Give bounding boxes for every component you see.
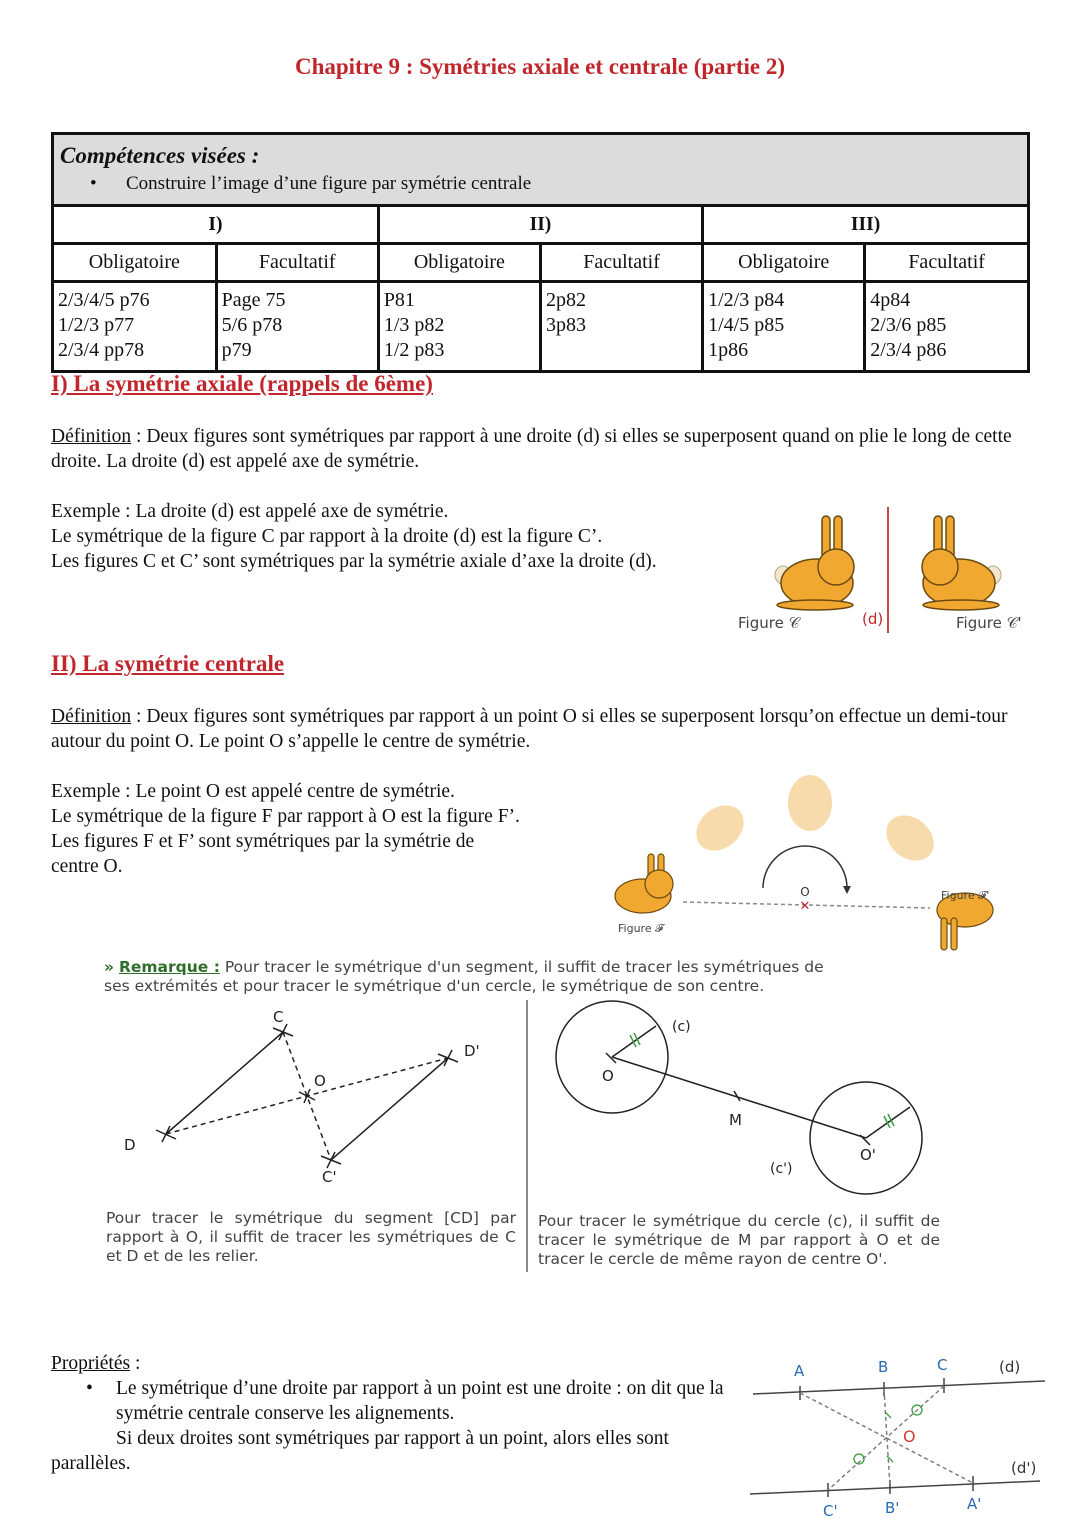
segment-symmetry-figure xyxy=(100,1000,525,1200)
svg-text:(d'): (d') xyxy=(1011,1459,1037,1477)
svg-text:A: A xyxy=(794,1362,805,1380)
type-header: Facultatif xyxy=(216,243,378,281)
competence-item: • Construire l’image d’une figure par symétrie centrale xyxy=(60,171,1021,197)
type-header: Facultatif xyxy=(540,243,702,281)
exercise-list: 2p82 3p83 xyxy=(540,281,702,370)
definition-axial: Définition : Deux figures sont symétriques par rapport à une droite (d) si elles se superposent quand on plie le long de cette droite. La droite (d) est appelé axe de symétrie. xyxy=(51,426,1012,472)
circle-symmetry-figure xyxy=(530,995,950,1195)
remarque: » Remarque : Pour tracer le symétrique d'un segment, il suffit de tracer les symétriques de ses extrémités et pour tracer le symétrique d'un cercle, le symétrique de son centre. xyxy=(104,958,824,995)
exercise-list: 4p84 2/3/6 p85 2/3/4 p86 xyxy=(865,281,1027,370)
example-axial: Exemple : La droite (d) est appelé axe de symétrie. Le symétrique de la figure C par rapport à la droite (d) est la figure C’. Les figures C et C’ sont symétriques par la symétrie axiale d’axe la droite (d). xyxy=(51,501,657,572)
proprietes-heading: Propriétés : xyxy=(51,1353,141,1374)
svg-text:B: B xyxy=(878,1358,889,1376)
propriete-line: Si deux droites sont symétriques par rapport à un point, alors elles sont xyxy=(116,1428,669,1449)
svg-text:(d): (d) xyxy=(999,1358,1021,1376)
bullet-icon: • xyxy=(90,173,97,194)
type-header: Obligatoire xyxy=(703,243,865,281)
central-symmetry-figure xyxy=(605,768,1015,953)
rabbit-icon xyxy=(615,854,673,913)
figure-c-label: Figure 𝒞 xyxy=(738,614,800,632)
rabbit-icon xyxy=(775,516,854,610)
part-header: I) xyxy=(54,207,378,243)
exercises-table xyxy=(54,207,1027,370)
svg-text:A': A' xyxy=(967,1495,982,1513)
svg-text:✕: ✕ xyxy=(799,899,811,914)
competences-header xyxy=(54,135,1027,207)
rabbit-mirrored-icon xyxy=(922,516,1001,610)
svg-text:C': C' xyxy=(823,1502,838,1520)
svg-text:C: C xyxy=(937,1356,948,1374)
svg-text:D: D xyxy=(124,1136,136,1154)
rotating-rabbit-icon xyxy=(687,775,943,870)
parallel-lines-figure xyxy=(745,1352,1055,1522)
svg-text:O: O xyxy=(800,885,810,899)
svg-text:O: O xyxy=(903,1427,916,1446)
propriete-line: parallèles. xyxy=(51,1453,131,1474)
example-central: Exemple : Le point O est appelé centre de symétrie. Le symétrique de la figure F par rapport à O est la figure F’. Les figures F et F’ sont symétriques par la symétrie de centre O. xyxy=(51,781,520,877)
propriete-item: Le symétrique d’une droite par rapport à un point est une droite : on dit que la symétrie centrale conserve les alignements. xyxy=(116,1378,724,1424)
competences-heading: Compétences visées : xyxy=(60,143,260,168)
figure-f-label: Figure 𝓕 xyxy=(618,922,664,935)
section-heading-axial: I) La symétrie axiale (rappels de 6ème) xyxy=(51,371,433,396)
axis-d-label: (d) xyxy=(862,610,884,628)
figure-f-prime-label: Figure 𝓕' xyxy=(941,889,990,902)
svg-text:C: C xyxy=(273,1008,284,1026)
svg-text:M: M xyxy=(729,1111,742,1129)
svg-text:O': O' xyxy=(860,1146,876,1164)
svg-text:O: O xyxy=(602,1067,614,1085)
section-heading-central: II) La symétrie centrale xyxy=(51,651,285,676)
svg-text:D': D' xyxy=(464,1042,480,1060)
definition-central: Définition : Deux figures sont symétriques par rapport à un point O si elles se superposent lorsqu’on effectue un demi-tour autour du point O. Le point O s’appelle le centre de symétrie. xyxy=(51,706,1008,752)
type-header: Obligatoire xyxy=(54,243,216,281)
segment-caption: Pour tracer le symétrique du segment [CD] par rapport à O, il suffit de tracer les symétriques de C et D et de les relier. xyxy=(106,1209,516,1265)
exercise-list: 1/2/3 p84 1/4/5 p85 1p86 xyxy=(703,281,865,370)
rotation-arrow-icon xyxy=(763,846,847,888)
exercise-list: P81 1/3 p82 1/2 p83 xyxy=(378,281,540,370)
page-title: Chapitre 9 : Symétries axiale et centrale (partie 2) xyxy=(294,54,786,79)
part-header: II) xyxy=(378,207,702,243)
svg-text:B': B' xyxy=(885,1499,900,1517)
svg-text:(c): (c) xyxy=(672,1019,691,1035)
svg-text:(c'): (c') xyxy=(770,1161,793,1177)
svg-text:C': C' xyxy=(322,1168,337,1186)
exercise-list: 2/3/4/5 p76 1/2/3 p77 2/3/4 pp78 xyxy=(54,281,216,370)
type-header: Facultatif xyxy=(865,243,1027,281)
exercise-list: Page 75 5/6 p78 p79 xyxy=(216,281,378,370)
bullet-icon: • xyxy=(86,1378,93,1399)
competences-table xyxy=(51,132,1030,373)
figure-divider xyxy=(526,1000,528,1272)
figure-c-prime-label: Figure 𝒞' xyxy=(956,614,1022,632)
svg-text:O: O xyxy=(314,1072,326,1090)
circle-caption: Pour tracer le symétrique du cercle (c), il suffit de tracer le symétrique de M par rapport à O et de tracer le cercle de même rayon de centre O'. xyxy=(538,1212,940,1268)
type-header: Obligatoire xyxy=(378,243,540,281)
part-header: III) xyxy=(703,207,1027,243)
